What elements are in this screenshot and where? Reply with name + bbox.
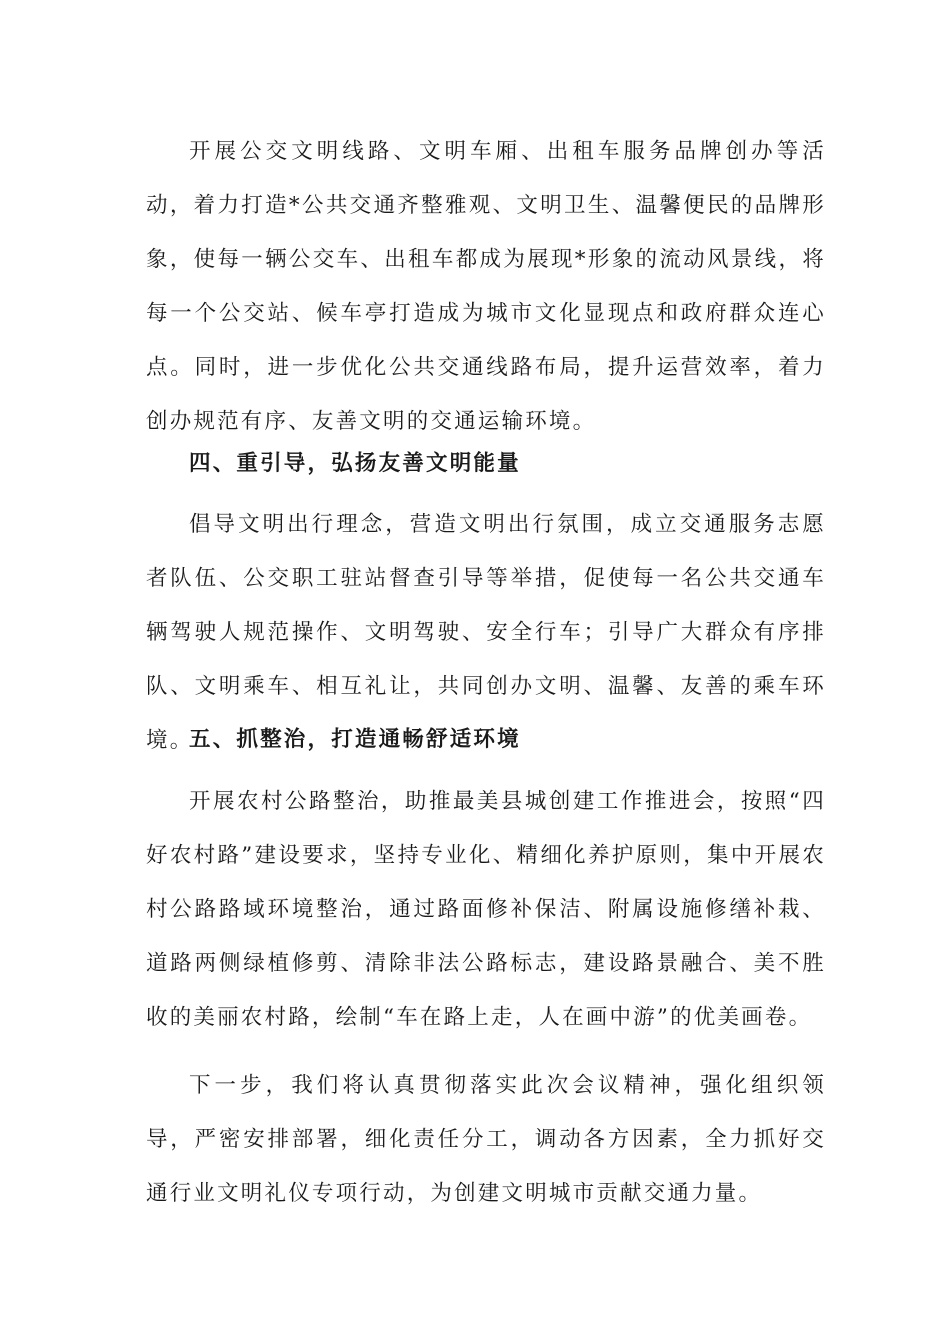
body-paragraph: 下一步，我们将认真贯彻落实此次会议精神，强化组织领导，严密安排部署，细化责任分工，调动各方因素，全力抓好交通行业文明礼仪专项行动，为创建文明城市贡献交通力量。 bbox=[146, 1073, 826, 1206]
body-paragraph: 开展公交文明线路、文明车厢、出租车服务品牌创办等活动，着力打造*公共交通齐整雅观、文明卫生、温馨便民的品牌形象，使每一辆公交车、出租车都成为展现*形象的流动风景线，将每一个公交站、候车亭打造成为城市文化显现点和政府群众连心点。同时，进一步优化公共交通线路布局，提升运营效率，着力创办规范有序、友善文明的交通运输环境。 bbox=[146, 139, 826, 434]
section-heading: 四、重引导，弘扬友善文明能量 bbox=[189, 451, 521, 476]
body-paragraph: 倡导文明出行理念，营造文明出行氛围，成立交通服务志愿者队伍、公交职工驻站督查引导等举措，促使每一名公共交通车辆驾驶人规范操作、文明驾驶、安全行车；引导广大群众有序排队、文明乘车、相互礼让，共同创办文明、温馨、友善的乘车环境。 bbox=[146, 512, 826, 753]
body-paragraph: 开展农村公路整治，助推最美县城创建工作推进会，按照“四好农村路”建设要求，坚持专业化、精细化养护原则，集中开展农村公路路域环境整治，通过路面修补保洁、附属设施修缮补栽、道路两侧绿植修剪、清除非法公路标志，建设路景融合、美不胜收的美丽农村路，绘制“车在路上走，人在画中游”的优美画卷。 bbox=[146, 789, 826, 1030]
section-heading: 五、抓整治，打造通畅舒适环境 bbox=[189, 727, 521, 752]
